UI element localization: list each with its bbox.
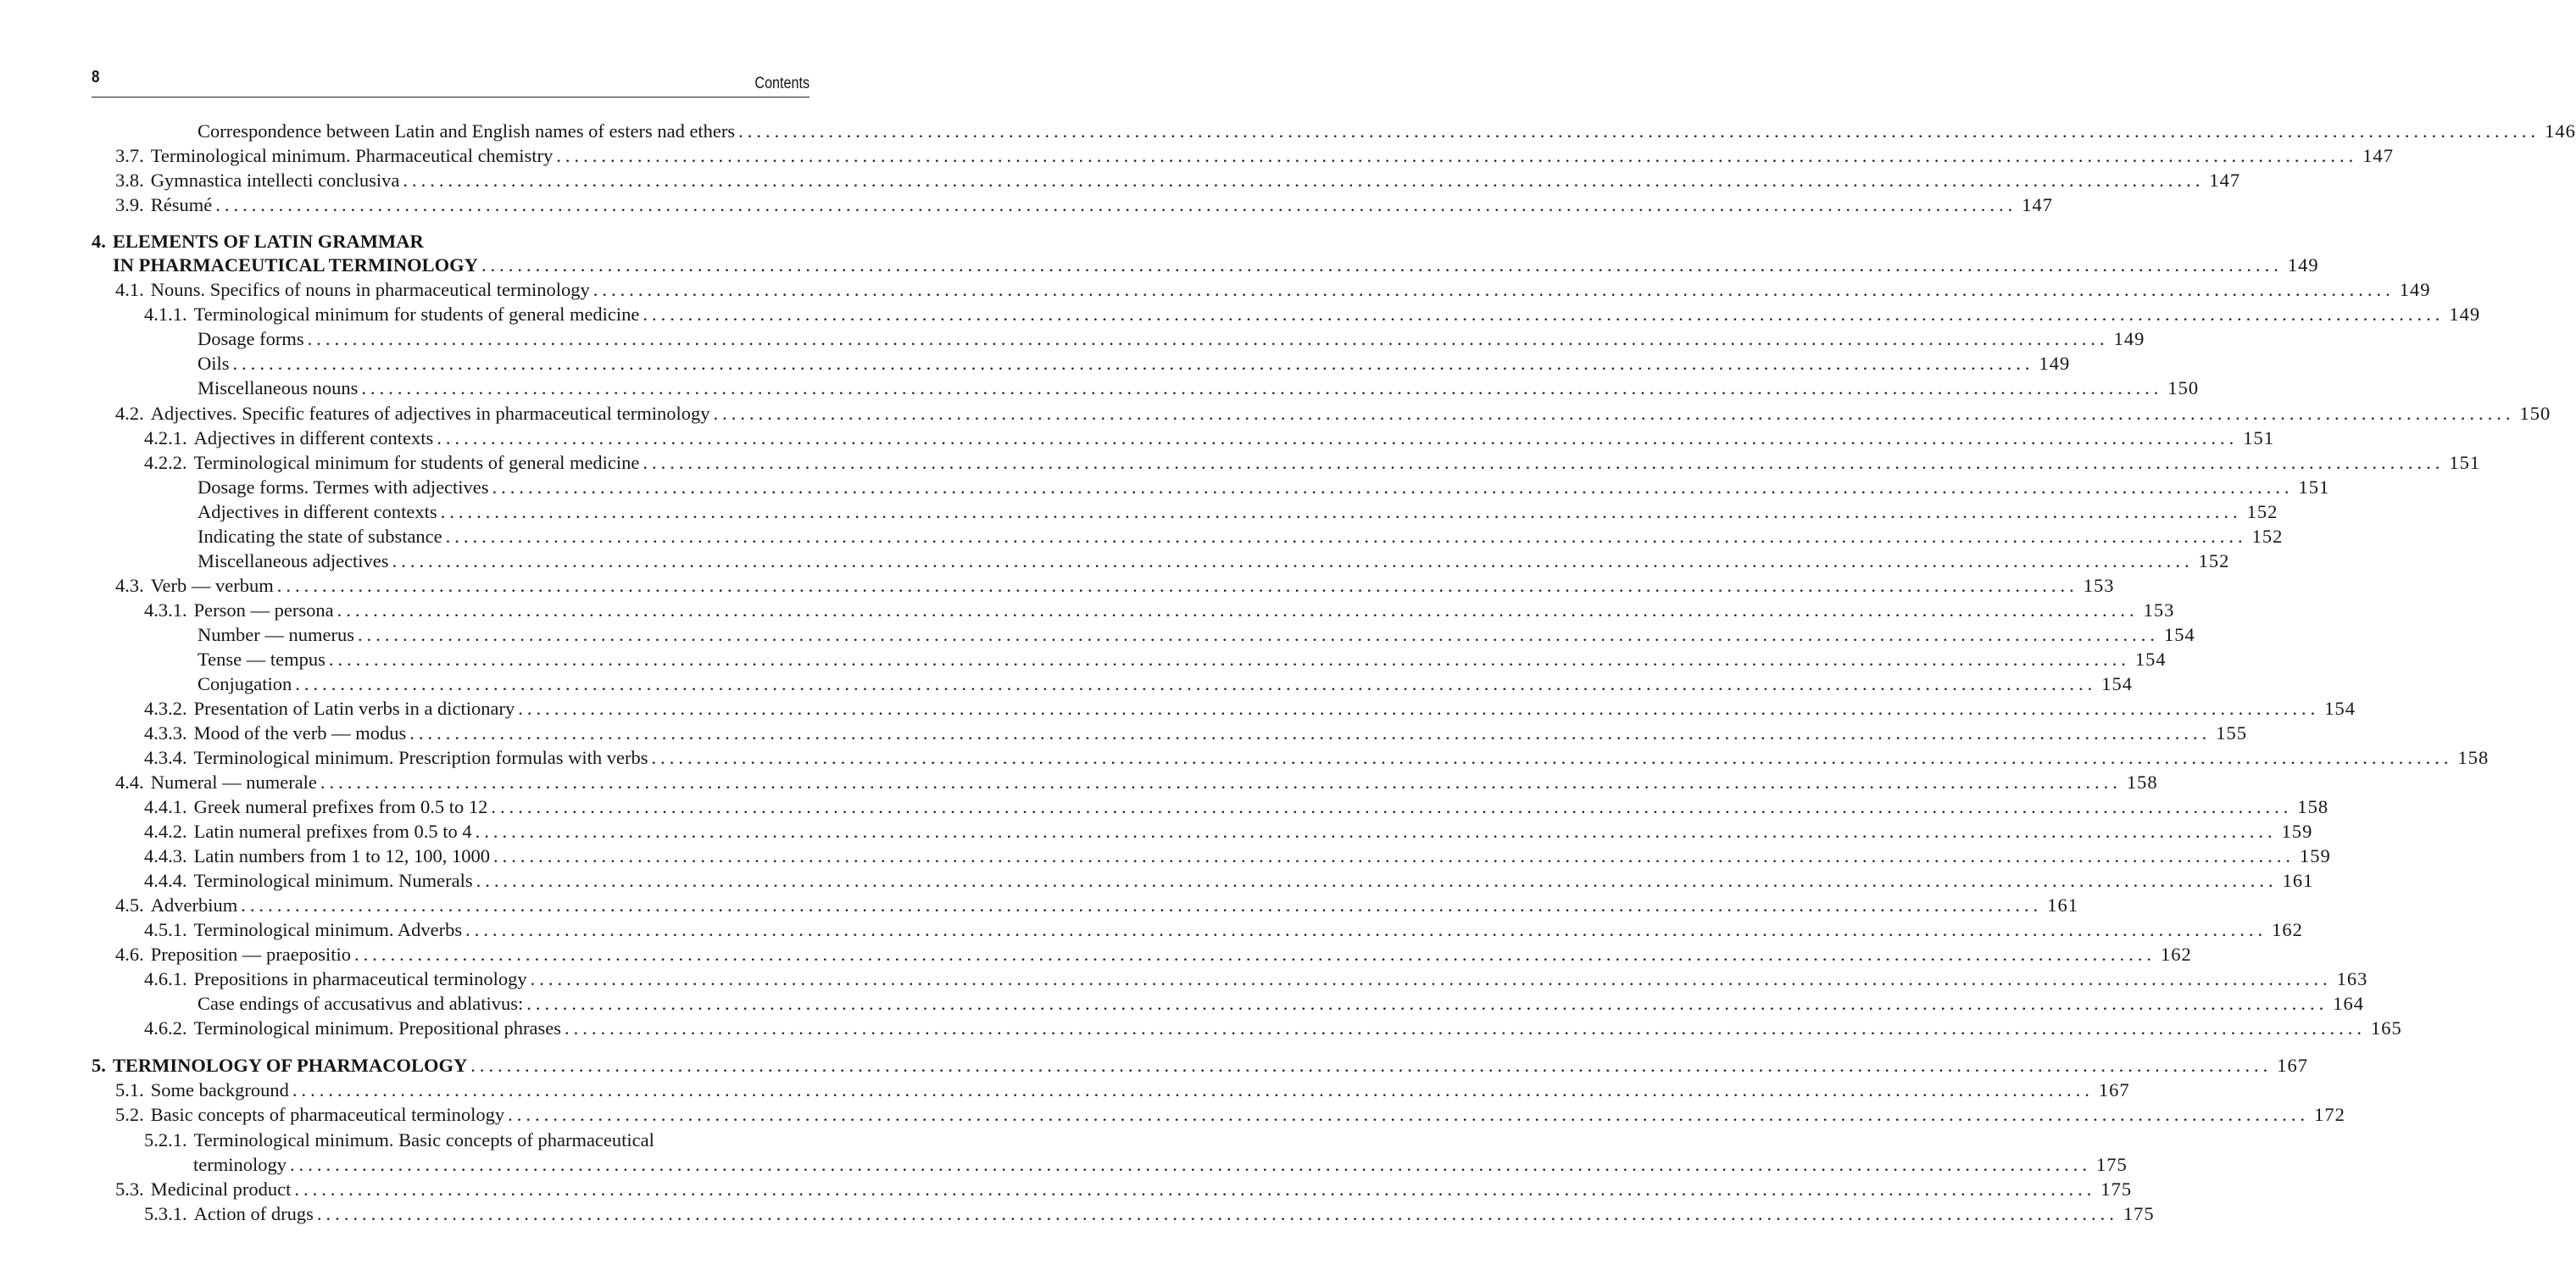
section-title: Adjectives. Specific features of adjectives in pharmaceutical terminology xyxy=(150,402,710,424)
section-number: 3.7. xyxy=(115,144,144,166)
dot-leader: ........................................................................................................................................................................................................ xyxy=(465,918,2267,940)
page-ref: 158 xyxy=(2297,795,2329,817)
page-ref: 167 xyxy=(2098,1078,2130,1100)
toc-entry xyxy=(198,471,2330,498)
section-title: Mood of the verb — modus xyxy=(193,722,407,744)
section-title: Number — numerus xyxy=(198,623,354,645)
toc-entry-label xyxy=(144,1202,317,1224)
page-ref: 147 xyxy=(2209,169,2241,191)
page-ref: 151 xyxy=(2449,451,2481,473)
section-title: Terminological minimum for students of general medicine xyxy=(193,303,640,325)
section-number: 4.4. xyxy=(115,771,144,793)
section-title: Terminological minimum. Basic concepts of pharmaceutical xyxy=(193,1128,654,1150)
section-number: 4.3.2. xyxy=(144,697,187,719)
section-number: 4.3.3. xyxy=(144,722,187,744)
toc-entry-label xyxy=(198,527,446,547)
dot-leader: ........................................................................................................................................................................................................ xyxy=(292,1078,2094,1100)
toc-entry xyxy=(115,189,2053,215)
toc-entry xyxy=(115,1099,2345,1125)
toc-entry-label xyxy=(198,376,361,398)
dot-leader: ........................................................................................................................................................................................................ xyxy=(357,623,2159,645)
toc-entry-label xyxy=(115,144,556,166)
dot-leader: ........................................................................................................................................................................................................ xyxy=(492,476,2294,498)
dot-leader: ........................................................................................................................................................................................................ xyxy=(445,525,2247,547)
section-title: ELEMENTS OF LATIN GRAMMAR xyxy=(112,230,424,252)
dot-leader: ........................................................................................................................................................................................................ xyxy=(643,303,2445,325)
section-title: Miscellaneous nouns xyxy=(198,376,359,398)
toc-entry-label xyxy=(144,967,531,989)
toc-entry-label xyxy=(144,699,518,719)
page-ref: 163 xyxy=(2336,967,2368,989)
page-ref: 165 xyxy=(2370,1017,2402,1039)
dot-leader: ........................................................................................................................................................................................................ xyxy=(556,144,2358,166)
section-title: Nouns. Specifics of nouns in pharmaceutical terminology xyxy=(150,278,590,300)
page-ref: 149 xyxy=(2287,254,2319,276)
toc-entry xyxy=(144,1012,2402,1039)
dot-leader: ........................................................................................................................................................................................................ xyxy=(564,1017,2366,1039)
toc-entry xyxy=(144,693,2356,719)
section-number: 3.9. xyxy=(115,193,144,215)
section-number: 5.3. xyxy=(115,1178,144,1200)
section-number: 5.2.1. xyxy=(144,1128,187,1150)
dot-leader: ........................................................................................................................................................................................................ xyxy=(232,352,2034,374)
page-ref: 172 xyxy=(2314,1103,2345,1125)
section-title: Verb — verbum xyxy=(150,574,274,596)
page-ref: 158 xyxy=(2126,771,2158,793)
dot-leader: ........................................................................................................................................................................................................ xyxy=(481,254,2283,276)
toc-entry-label xyxy=(198,500,441,522)
section-number: 4.5.1. xyxy=(144,918,187,940)
dot-leader: ........................................................................................................................................................................................................ xyxy=(294,1178,2096,1200)
page-ref: 161 xyxy=(2047,894,2078,916)
section-title: Gymnastica intellecti conclusiva xyxy=(150,169,400,191)
section-title: Greek numeral prefixes from 0.5 to 12 xyxy=(193,795,488,817)
toc-entry xyxy=(144,840,2331,866)
section-title: Action of drugs xyxy=(193,1202,314,1224)
dot-leader: ........................................................................................................................................................................................................ xyxy=(651,746,2453,768)
dot-leader: ........................................................................................................................................................................................................ xyxy=(713,402,2515,424)
page-ref: 149 xyxy=(2113,327,2145,349)
toc-entry xyxy=(115,766,2158,793)
dot-leader: ........................................................................................................................................................................................................ xyxy=(328,648,2130,670)
section-title: Numeral — numerale xyxy=(150,771,317,793)
toc-entry xyxy=(198,545,2230,571)
toc-chapter-entry xyxy=(92,1050,2308,1076)
page-ref: 149 xyxy=(2449,303,2481,325)
toc-entry-label xyxy=(92,1056,470,1076)
dot-leader: ........................................................................................................................................................................................................ xyxy=(518,697,2320,719)
toc-entry-label xyxy=(115,1078,292,1100)
section-number: 4.1.1. xyxy=(144,303,187,325)
section-title: Terminological minimum for students of general medicine xyxy=(193,451,640,473)
page-ref: 149 xyxy=(2039,352,2071,374)
dot-leader: ........................................................................................................................................................................................................ xyxy=(470,1054,2273,1076)
page-ref: 147 xyxy=(2022,193,2053,215)
toc-entry xyxy=(144,717,2247,744)
page-ref: 154 xyxy=(2134,648,2167,670)
toc-entry-label xyxy=(113,256,481,276)
section-title: Terminological minimum. Pharmaceutical chemistry xyxy=(150,144,554,166)
section-title: Adjectives in different contexts xyxy=(193,426,434,448)
page-ref: 161 xyxy=(2282,869,2314,891)
toc-entry-label xyxy=(198,327,308,349)
dot-leader: ........................................................................................................................................................................................................ xyxy=(475,820,2277,842)
section-number: 5.1. xyxy=(115,1078,144,1100)
page-ref: 162 xyxy=(2160,943,2192,965)
page-ref: 155 xyxy=(2216,722,2247,744)
section-number: 5.3.1. xyxy=(144,1202,187,1224)
section-number: 4.4.1. xyxy=(144,795,187,817)
page-ref: 158 xyxy=(2457,746,2490,768)
toc-entry xyxy=(115,1173,2133,1200)
page-ref: 159 xyxy=(2299,844,2331,866)
section-title: Conjugation xyxy=(198,672,292,694)
page-ref: 147 xyxy=(2362,144,2395,166)
toc-entry xyxy=(144,298,2481,325)
toc-entry xyxy=(144,914,2303,940)
toc-entry xyxy=(115,398,2551,424)
toc-entry-label xyxy=(193,1153,290,1175)
dot-leader: ........................................................................................................................................................................................................ xyxy=(643,451,2445,473)
dot-leader: ........................................................................................................................................................................................................ xyxy=(295,672,2097,694)
toc-entry xyxy=(198,668,2133,694)
toc-entry xyxy=(115,939,2192,965)
toc-entry-label xyxy=(115,1180,294,1200)
dot-leader: ........................................................................................................................................................................................................ xyxy=(307,327,2109,349)
section-title: Résumé xyxy=(150,193,213,215)
dot-leader: ........................................................................................................................................................................................................ xyxy=(403,169,2205,191)
section-title: Miscellaneous adjectives xyxy=(198,549,389,571)
page-ref: 159 xyxy=(2281,820,2313,842)
section-title: Terminological minimum. Prescription formulas with verbs xyxy=(193,746,648,768)
section-title: Terminological minimum. Numerals xyxy=(193,869,473,891)
toc-entry xyxy=(144,447,2481,473)
section-title: Terminological minimum. Prepositional phrases xyxy=(193,1017,561,1039)
toc-entry-label xyxy=(198,354,233,374)
toc-entry-label xyxy=(144,601,337,621)
dot-leader: ........................................................................................................................................................................................................ xyxy=(361,376,2163,398)
page-ref: 175 xyxy=(2100,1178,2133,1200)
toc-entry-label xyxy=(198,994,526,1014)
toc-entry xyxy=(193,1149,2128,1175)
section-title: Latin numbers from 1 to 12, 100, 1000 xyxy=(193,844,490,866)
section-number: 4.4.2. xyxy=(144,820,187,842)
toc-entry-label xyxy=(144,795,491,817)
page-ref: 154 xyxy=(2324,697,2356,719)
toc-entry-label xyxy=(144,451,643,473)
toc-entry-label xyxy=(144,1128,658,1150)
section-title: Dosage forms. Termes with adjectives xyxy=(198,476,489,498)
page-ref: 146 xyxy=(2545,120,2576,142)
section-title: Terminological minimum. Adverbs xyxy=(193,918,463,940)
section-number: 4.6.1. xyxy=(144,967,187,989)
section-title: Person — persona xyxy=(193,599,334,621)
toc-entry xyxy=(115,889,2078,916)
section-number: 4.3.4. xyxy=(144,746,187,768)
dot-leader: ........................................................................................................................................................................................................ xyxy=(508,1103,2310,1125)
toc-entry-label xyxy=(144,305,643,325)
toc-entry xyxy=(198,348,2071,374)
section-title: Correspondence between Latin and English names of esters nad ethers xyxy=(198,120,736,142)
section-title: Preposition — praepositio xyxy=(150,943,351,965)
toc-entry-label xyxy=(144,724,409,744)
toc-entry-label xyxy=(198,122,738,142)
toc-entry xyxy=(115,164,2241,191)
toc-entry-label xyxy=(144,426,437,448)
page-ref: 175 xyxy=(2095,1153,2128,1175)
toc-entry xyxy=(198,988,2365,1014)
toc-chapter-entry xyxy=(113,249,2319,276)
toc-entry xyxy=(115,274,2431,300)
section-title: Case endings of accusativus and ablativus: xyxy=(198,992,524,1014)
toc-entry xyxy=(115,570,2115,596)
toc-entry-label xyxy=(144,869,476,891)
section-title: Latin numeral prefixes from 0.5 to 4 xyxy=(193,820,472,842)
toc-entry-label xyxy=(115,278,593,300)
toc-entry-label xyxy=(92,232,427,252)
dot-leader: ........................................................................................................................................................................................................ xyxy=(337,599,2139,621)
dot-leader: ........................................................................................................................................................................................................ xyxy=(738,120,2540,142)
toc-entry xyxy=(198,521,2284,547)
toc-entry-label xyxy=(115,574,277,596)
toc-entry xyxy=(144,791,2329,817)
toc-entry xyxy=(144,865,2314,891)
toc-entry-label xyxy=(198,672,295,694)
toc-entry xyxy=(115,1074,2130,1100)
section-number: 5. xyxy=(92,1054,106,1076)
section-number: 4.2.2. xyxy=(144,451,187,473)
toc-entry xyxy=(144,1198,2155,1224)
dot-leader: ........................................................................................................................................................................................................ xyxy=(491,795,2293,817)
section-title: Prepositions in pharmaceutical terminology xyxy=(193,967,527,989)
section-number: 4.2.1. xyxy=(144,426,187,448)
section-title: Indicating the state of substance xyxy=(198,525,442,547)
page-ref: 151 xyxy=(2243,426,2274,448)
toc-entry-label xyxy=(144,844,493,866)
toc-entry xyxy=(144,594,2175,621)
section-number: 4.6.2. xyxy=(144,1017,187,1039)
toc-entry-label xyxy=(115,773,320,793)
page-ref: 151 xyxy=(2298,476,2330,498)
page-ref: 162 xyxy=(2272,918,2303,940)
page-ref: 153 xyxy=(2143,599,2175,621)
page-ref: 152 xyxy=(2198,549,2230,571)
toc-entry-label xyxy=(115,945,354,965)
page-ref: 152 xyxy=(2251,525,2284,547)
dot-leader: ........................................................................................................................................................................................................ xyxy=(320,771,2122,793)
toc-entry xyxy=(115,140,2395,166)
section-number: 4.3.1. xyxy=(144,599,187,621)
dot-leader: ........................................................................................................................................................................................................ xyxy=(409,722,2212,744)
toc-chapter-entry xyxy=(92,226,807,251)
dot-leader: ........................................................................................................................................................................................................ xyxy=(492,844,2295,866)
toc-entry-label xyxy=(198,549,392,571)
toc-entry xyxy=(144,742,2490,768)
section-title: terminology xyxy=(193,1153,287,1175)
dot-leader: ........................................................................................................................................................................................................ xyxy=(440,500,2242,522)
dot-leader: ........................................................................................................................................................................................................ xyxy=(289,1153,2091,1175)
toc-entry-label xyxy=(198,623,358,645)
page-ref: 154 xyxy=(2163,623,2195,645)
toc-entry xyxy=(198,496,2278,522)
section-number: 4.2. xyxy=(115,402,144,424)
dot-leader: ........................................................................................................................................................................................................ xyxy=(392,549,2194,571)
toc-entry-label xyxy=(198,478,492,498)
dot-leader: ........................................................................................................................................................................................................ xyxy=(215,193,2017,215)
section-number: 4.3. xyxy=(115,574,144,596)
toc-entry-label xyxy=(115,1103,508,1125)
section-title: Oils xyxy=(198,352,230,374)
section-number: 4.1. xyxy=(115,278,144,300)
section-title: Tense — tempus xyxy=(198,648,325,670)
dot-leader: ........................................................................................................................................................................................................ xyxy=(276,574,2078,596)
toc-entry-label xyxy=(115,171,403,191)
toc-entry xyxy=(198,619,2195,645)
toc-entry-label xyxy=(115,193,215,215)
toc-entry-label xyxy=(115,896,241,916)
page-ref: 152 xyxy=(2246,500,2278,522)
section-number: 4.6. xyxy=(115,943,144,965)
dot-leader: ........................................................................................................................................................................................................ xyxy=(316,1202,2118,1224)
toc-entry xyxy=(144,1124,807,1150)
section-title: Dosage forms xyxy=(198,327,304,349)
toc-entry xyxy=(144,816,2313,842)
dot-leader: ........................................................................................................................................................................................................ xyxy=(241,894,2043,916)
page-ref: 154 xyxy=(2101,672,2133,694)
toc-entry xyxy=(198,372,2200,398)
toc-entry xyxy=(198,115,2576,142)
page-ref: 167 xyxy=(2277,1054,2308,1076)
toc-entry-label xyxy=(144,918,465,940)
running-head: Contents xyxy=(754,75,810,92)
toc-entry-label xyxy=(144,1019,565,1039)
section-title: Adverbium xyxy=(150,894,238,916)
section-number: 4. xyxy=(92,230,106,252)
page-ref: 150 xyxy=(2167,376,2200,398)
section-number: 4.5. xyxy=(115,894,144,916)
dot-leader: ........................................................................................................................................................................................................ xyxy=(437,426,2239,448)
page-ref: 149 xyxy=(2399,278,2431,300)
toc-entry-label xyxy=(144,746,651,768)
section-number: 4.4.4. xyxy=(144,869,187,891)
section-title: Medicinal product xyxy=(150,1178,292,1200)
toc-entry-label xyxy=(144,822,476,842)
page-ref: 153 xyxy=(2083,574,2115,596)
dot-leader: ........................................................................................................................................................................................................ xyxy=(593,278,2395,300)
toc-entry xyxy=(144,422,2274,448)
section-number: 3.8. xyxy=(115,169,144,191)
toc-entry-label xyxy=(198,650,329,670)
page-number: 8 xyxy=(92,68,100,86)
page-ref: 150 xyxy=(2519,402,2551,424)
dot-leader: ........................................................................................................................................................................................................ xyxy=(526,992,2328,1014)
page-ref: 164 xyxy=(2333,992,2365,1014)
toc-entry xyxy=(144,963,2368,989)
toc-entry xyxy=(198,644,2167,670)
page-ref: 175 xyxy=(2123,1202,2155,1224)
section-title: Presentation of Latin verbs in a dictionary xyxy=(193,697,515,719)
toc-entry-label xyxy=(115,404,714,424)
section-title: Some background xyxy=(150,1078,289,1100)
dot-leader: ........................................................................................................................................................................................................ xyxy=(530,967,2332,989)
section-title: Basic concepts of pharmaceutical terminology xyxy=(150,1103,505,1125)
section-title: Adjectives in different contexts xyxy=(198,500,437,522)
section-number: 5.2. xyxy=(115,1103,144,1125)
section-number: 4.4.3. xyxy=(144,844,187,866)
dot-leader: ........................................................................................................................................................................................................ xyxy=(353,943,2156,965)
section-title: TERMINOLOGY OF PHARMACOLOGY xyxy=(112,1054,468,1076)
dot-leader: ........................................................................................................................................................................................................ xyxy=(476,869,2278,891)
section-title: IN PHARMACEUTICAL TERMINOLOGY xyxy=(113,254,478,276)
toc-entry xyxy=(198,323,2145,349)
